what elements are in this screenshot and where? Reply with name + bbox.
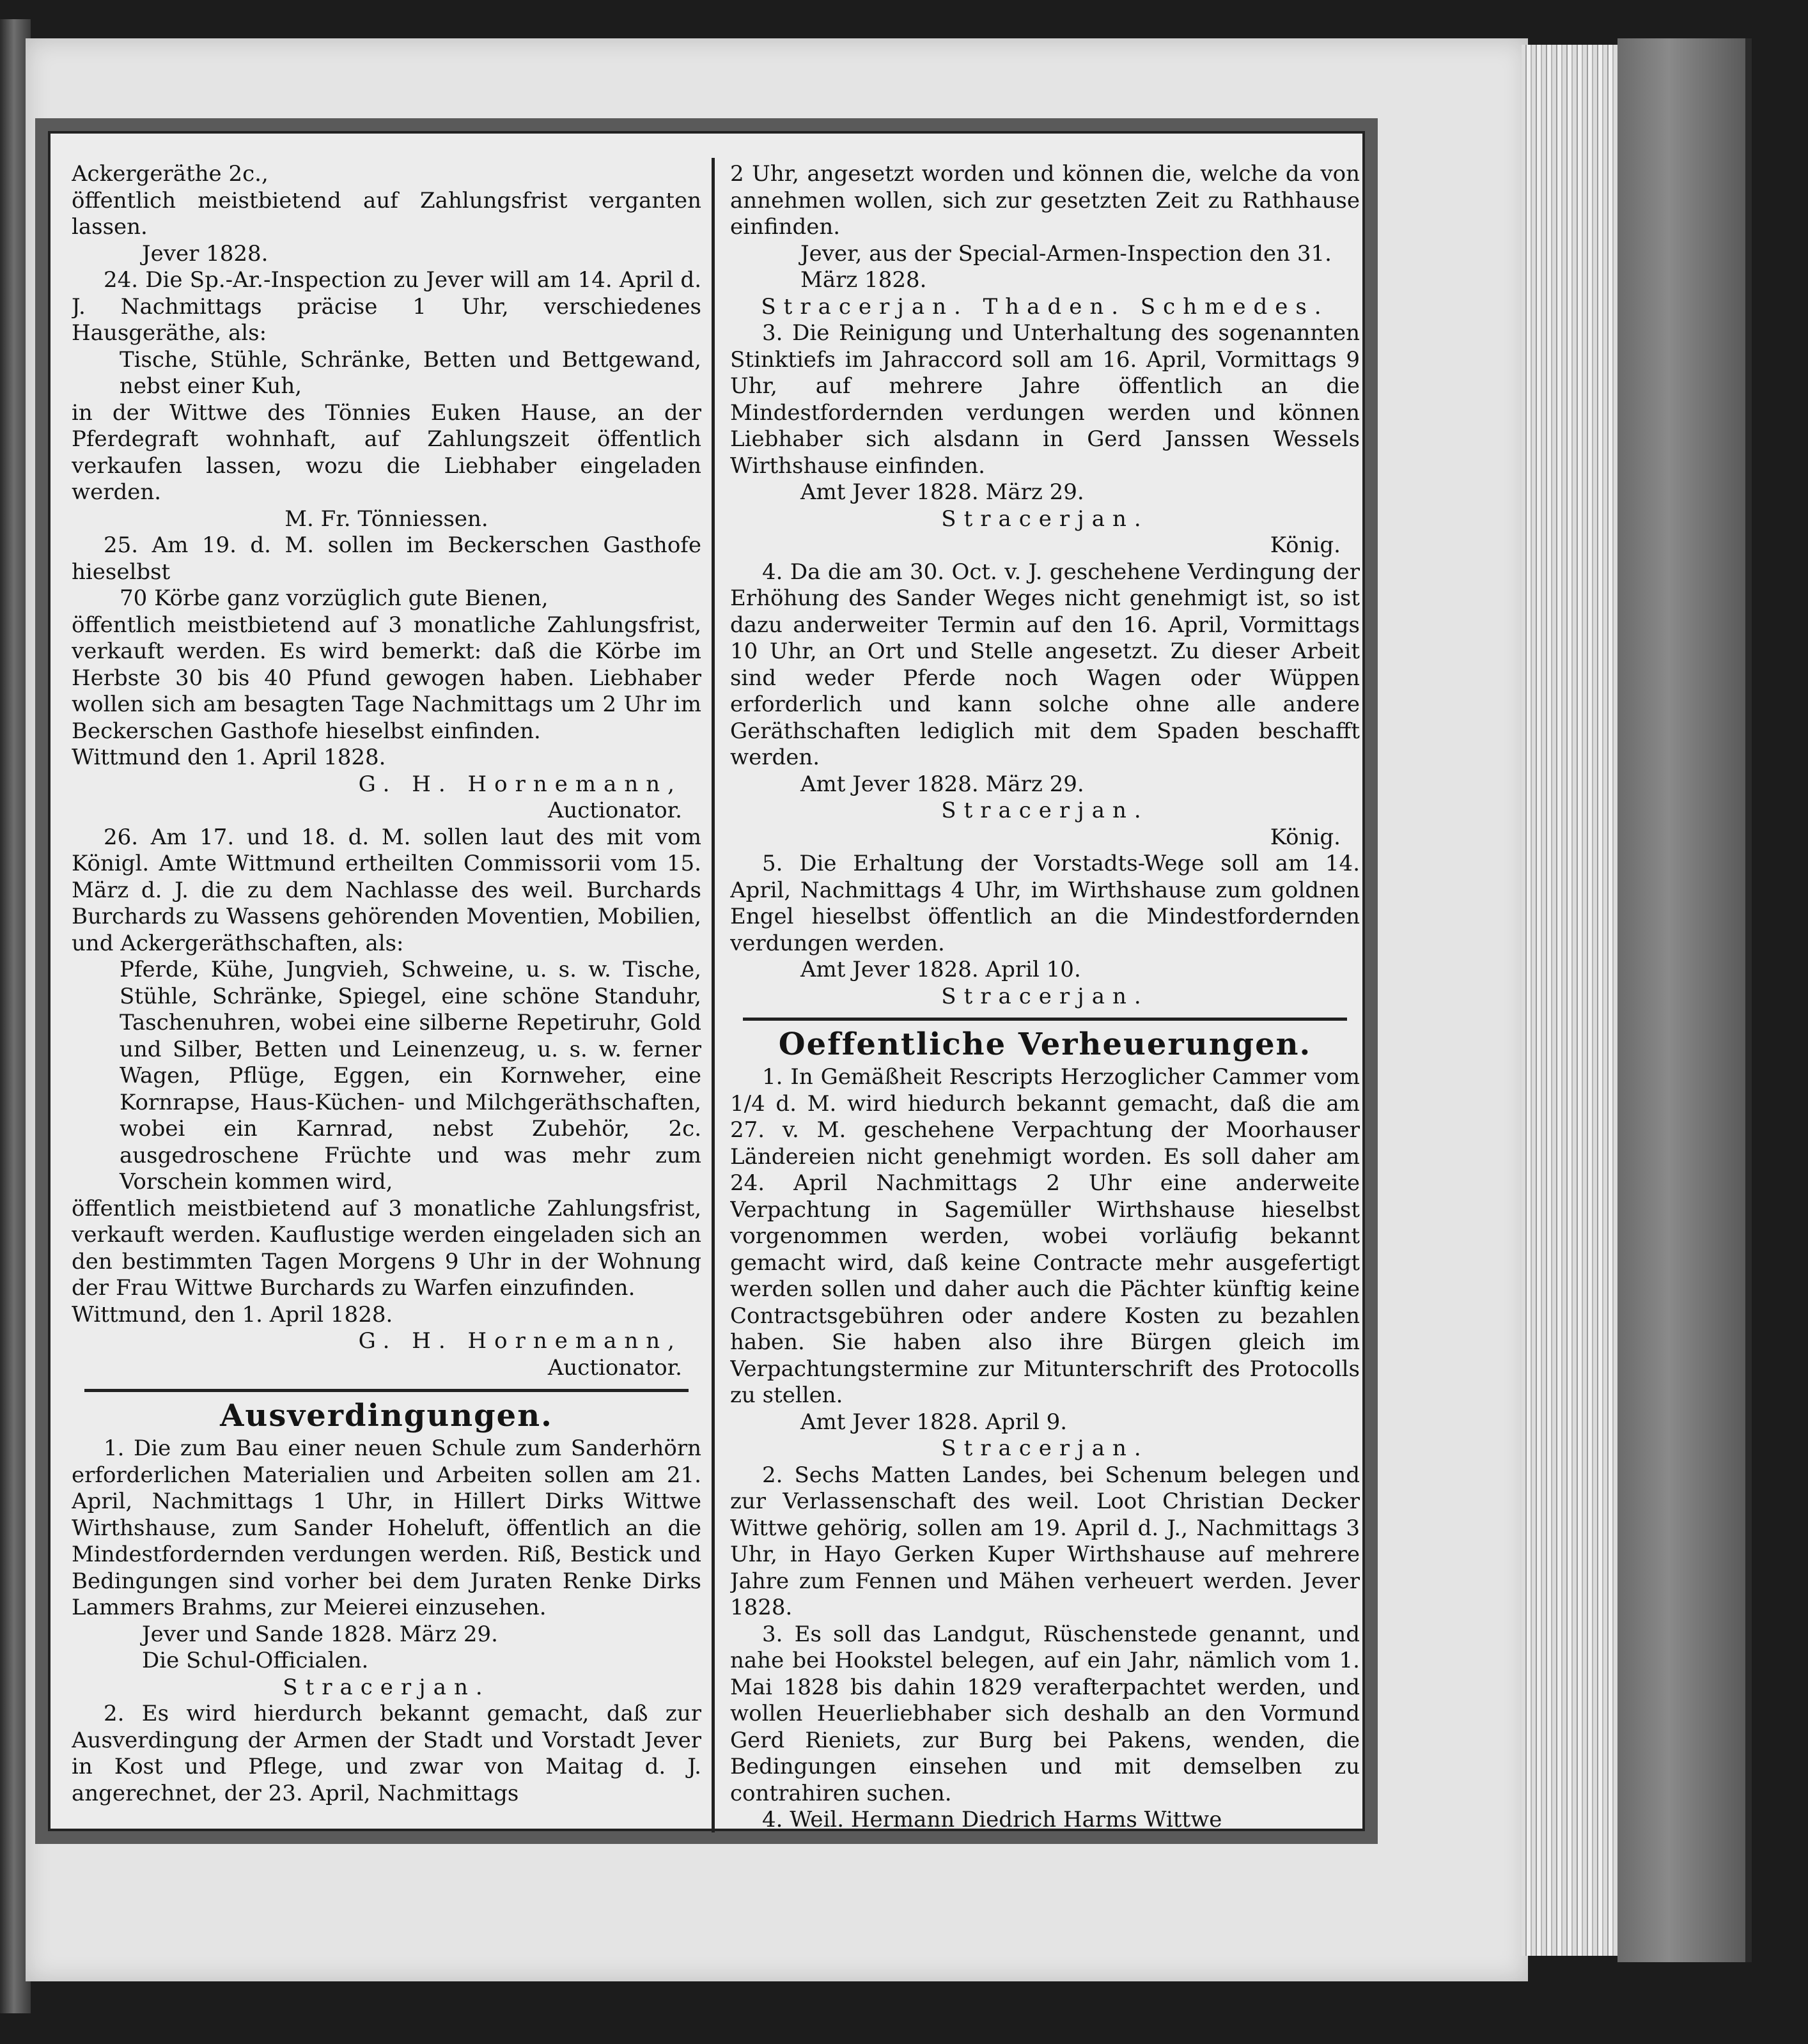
- signature-line: König.: [1270, 532, 1341, 558]
- section-rule: [84, 1389, 689, 1392]
- item-list: Pferde, Kühe, Jungvieh, Schweine, u. s. w. Tische, Stühle, Schränke, Spiegel, eine schöne Standuhr, Taschenuhren, wobei eine silberne Repetiruhr, Gold und Silber, Betten und Leinenzeug, u. s. w. ferner Wagen, Pflüge, Eggen, ein Kornweher, eine Kornrapse, Haus-Küchen- und Milchgeräthschaften, wobei ein Karnrad, nebst Zubehör, 2c. ausgedroschene Früchte und was mehr zum Vorschein kommen wird,: [120, 957, 701, 1195]
- notice-paragraph: 1. In Gemäßheit Rescripts Herzoglicher Cammer vom 1/4 d. M. wird hiedurch bekannt gemacht, daß die am 27. v. M. geschehene Verpachtung der Moorhauser Ländereien nicht genehmigt worden. Es soll daher am 24. April Nachmittags 2 Uhr eine anderweite Verpachtung in Sagemüller Wirthshause hieselbst vorgenommen werden, wobei vorläufig bekannt gemacht wird, daß keine Contracte mehr ausgefertigt werden sollen und daher auch die Pächter künftig keine Contractsgebühren oder andere Kosten zu bezahlen haben. Sie haben also ihre Bürgen gleich im Verpachtungstermine zur Mitunterschrift des Protocolls zu stellen.: [730, 1064, 1360, 1408]
- signature-line: Stracerjan.: [941, 506, 1149, 532]
- notice-paragraph: in der Wittwe des Tönnies Euken Hause, an der Pferdegraft wohnhaft, auf Zahlungszeit öffentlich verkaufen lassen, wozu die Liebhaber eingeladen werden.: [72, 399, 701, 505]
- signature-line: Amt Jever 1828. April 9.: [800, 1409, 1068, 1435]
- notice-paragraph: 5. Die Erhaltung der Vorstadts-Wege soll am 14. April, Nachmittags 4 Uhr, im Wirthshause zum goldnen Engel hieselbst öffentlich an die Mindestfordernden verdungen werden.: [730, 851, 1360, 956]
- item-list: Tische, Stühle, Schränke, Betten und Bettgewand, nebst einer Kuh,: [120, 346, 701, 399]
- notice-paragraph: 1. Die zum Bau einer neuen Schule zum Sanderhörn erforderlichen Materialien und Arbeiten sollen am 21. April, Nachmittags 1 Uhr, in Hillert Dirks Wittwe Wirthshause, zum Sander Hoheluft, öffentlich an die Mindestfordernden verdungen werden. Riß, Bestick und Bedingungen sind vorher bei dem Juraten Renke Dirks Lammers Brahms, zur Meierei einzusehen.: [72, 1436, 701, 1620]
- notice-paragraph: 4. Da die am 30. Oct. v. J. geschehene Verdingung der Erhöhung des Sander Weges nicht genehmigt ist, so ist dazu anderweiter Termin auf den 16. April, Vormittags 10 Uhr, an Ort und Stelle angesetzt. Zu dieser Arbeit sind weder Pferde noch Wagen oder Wüppen erforderlich und kann solche ohne alle andere Geräthschaften lediglich mit dem Spaden beschafft werden.: [730, 559, 1360, 770]
- notice-paragraph: 2. Sechs Matten Landes, bei Schenum belegen und zur Verlassenschaft des weil. Loot Christian Decker Wittwe gehörig, sollen am 19. April d. J., Nachmittags 3 Uhr, in Hayo Gerken Kuper Wirthshause auf mehrere Jahre zum Fennen und Mähen verheuert werden. Jever 1828.: [730, 1462, 1360, 1620]
- signature-line: M. Fr. Tönniessen.: [284, 506, 488, 532]
- signature-line: Jever 1828.: [142, 240, 269, 267]
- signature-line: Jever, aus der Special-Armen-Inspection den 31. März 1828.: [800, 240, 1332, 293]
- notice-paragraph: 2. Es wird hierdurch bekannt gemacht, daß zur Ausverdingung der Armen der Stadt und Vorstadt Jever in Kost und Pflege, und zwar von Maitag d. J. angerechnet, der 23. April, Nachmittags: [72, 1701, 701, 1806]
- notice-paragraph: 3. Die Reinigung und Unterhaltung des sogenannten Stinktiefs im Jahraccord soll am 16. April, Vormittags 9 Uhr, auf mehrere Jahre öffentlich an die Mindestfordernden verdungen werden und können Liebhaber sich alsdann in Gerd Janssen Wessels Wirthshause einfinden.: [730, 320, 1360, 479]
- notice-paragraph: 3. Es soll das Landgut, Rüschenstede genannt, und nahe bei Hookstel belegen, auf ein Jahr, nämlich vom 1. Mai 1828 bis dahin 1829 verafterpachtet werden, und wollen Heuerliebhaber sich deshalb an den Vormund Gerd Rieniets, zur Burg bei Pakens, wenden, die Bedingungen einsehen und mit demselben zu contrahiren suchen.: [730, 1621, 1360, 1806]
- signature-line: Amt Jever 1828. April 10.: [800, 957, 1081, 982]
- signature-line: König.: [1270, 824, 1341, 850]
- bordered-text-frame: [35, 118, 1378, 1844]
- page-stack-edge: [1522, 45, 1617, 1956]
- signature-line: Stracerjan. Thaden. Schmedes.: [761, 293, 1329, 320]
- notice-paragraph: 24. Die Sp.-Ar.-Inspection zu Jever will am 14. April d. J. Nachmittags präcise 1 Uhr, verschiedenes Hausgeräthe, als:: [72, 267, 701, 346]
- notice-paragraph: öffentlich meistbietend auf Zahlungsfrist verganten lassen.: [72, 187, 701, 240]
- notice-paragraph: Ackergeräthe 2c.,: [72, 161, 269, 187]
- section-heading: Oeffentliche Verheuerungen.: [778, 1026, 1312, 1062]
- notice-paragraph: öffentlich meistbietend auf 3 monatliche Zahlungsfrist, verkauft werden. Es wird bemerkt: daß die Körbe im Herbste 30 bis 40 Pfund gewogen haben. Liebhaber wollen sich am besagten Tage Nachmittags um 2 Uhr im Beckerschen Gasthofe hieselbst einfinden.: [72, 612, 701, 744]
- signature-line: Wittmund den 1. April 1828.: [72, 745, 386, 770]
- signature-line: Amt Jever 1828. März 29.: [800, 479, 1084, 505]
- signature-line: Wittmund, den 1. April 1828.: [72, 1301, 393, 1328]
- notice-paragraph: öffentlich meistbietend auf 3 monatliche Zahlungsfrist, verkauft werden. Kauflustige werden eingeladen sich an den bestimmten Tagen Morgens 9 Uhr in der Wohnung der Frau Wittwe Burchards zu Warfen einzufinden.: [72, 1195, 701, 1301]
- signature-line: Stracerjan.: [941, 983, 1149, 1009]
- section-heading: Ausverdingungen.: [220, 1398, 553, 1434]
- signature-line: G. H. Hornemann,: [358, 771, 682, 797]
- signature-line: Stracerjan.: [941, 1436, 1149, 1461]
- notice-paragraph: 25. Am 19. d. M. sollen im Beckerschen Gasthofe hieselbst: [72, 532, 701, 585]
- left-column: [72, 161, 701, 1829]
- section-rule: [743, 1018, 1347, 1021]
- notice-paragraph: 26. Am 17. und 18. d. M. sollen laut des mit vom Königl. Amte Wittmund ertheilten Commissorii vom 15. März d. J. die zu dem Nachlasse des weil. Burchards Burchards zu Wassens gehörenden Moventien, Mobilien, und Ackergeräthschaften, als:: [72, 824, 701, 956]
- item-list: 70 Körbe ganz vorzüglich gute Bienen,: [120, 585, 549, 611]
- signature-line: G. H. Hornemann,: [358, 1328, 682, 1354]
- signature-line: Auctionator.: [547, 1354, 682, 1381]
- column-divider: [712, 158, 715, 1832]
- book-cover: [1617, 38, 1752, 1962]
- signature-line: Jever und Sande 1828. März 29.: [142, 1621, 498, 1647]
- notice-paragraph: 2 Uhr, angesetzt worden und können die, welche da von annehmen wollen, sich zur gesetzten Zeit zu Rathhause einfinden.: [730, 161, 1360, 240]
- notice-paragraph: 4. Weil. Hermann Diedrich Harms Wittwe: [762, 1807, 1222, 1829]
- right-column: [730, 161, 1360, 1829]
- signature-line: Die Schul-Officialen.: [142, 1648, 369, 1673]
- signature-line: Auctionator.: [547, 798, 682, 823]
- signature-line: Stracerjan.: [283, 1674, 490, 1700]
- signature-line: Stracerjan.: [941, 798, 1149, 823]
- signature-line: Amt Jever 1828. März 29.: [800, 771, 1084, 797]
